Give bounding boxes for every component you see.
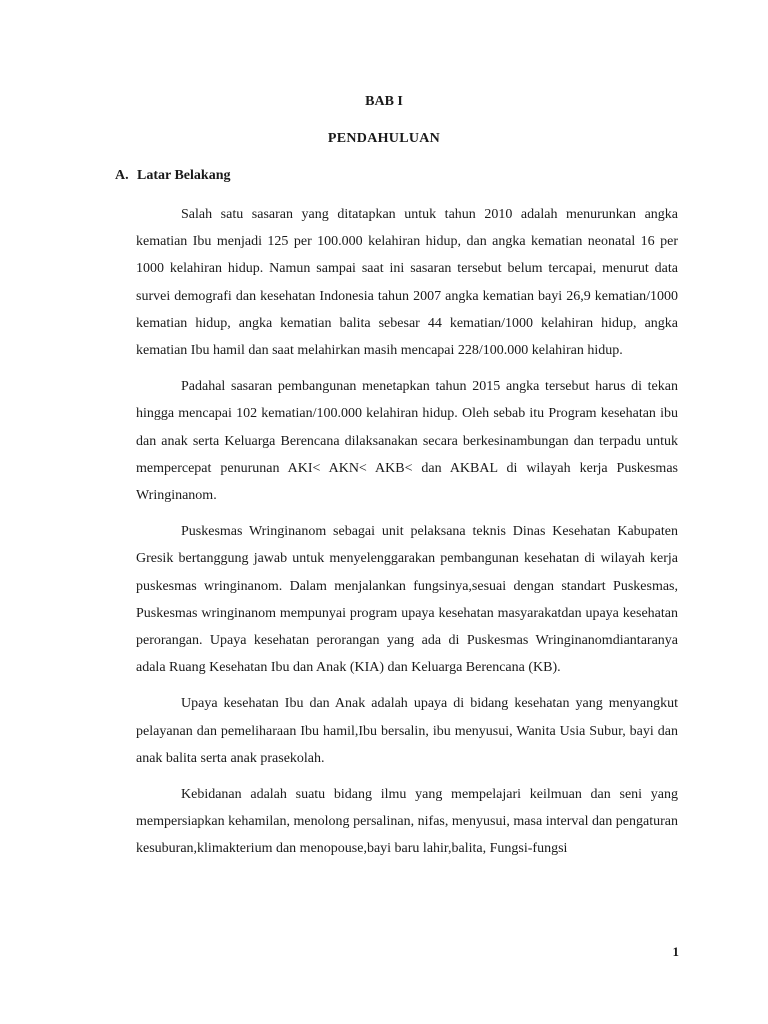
chapter-title: PENDAHULUAN: [327, 131, 441, 146]
chapter-number: BAB I: [365, 94, 403, 109]
section-heading: [115, 168, 230, 184]
page-number: 1: [672, 944, 679, 959]
paragraph: Padahal sasaran pembangunan menetapkan tahun 2015 angka tersebut harus di tekan hingga mencapai 102 kematian/100.000 kelahiran hidup. Oleh sebab itu Program kesehatan ibu dan anak serta Keluarga Berencana dilaksanakan secara berkesinambungan dan terpadu untuk mempercepat penurunan AKI< AKN< AKB< dan AKBAL di wilayah kerja Puskesmas Wringinanom.: [136, 379, 678, 504]
section-letter: A.: [115, 168, 129, 183]
paragraph: Kebidanan adalah suatu bidang ilmu yang mempelajari keilmuan dan seni yang mempersiapkan kehamilan, menolong persalinan, nifas, menyusui, masa interval dan pengaturan kesuburan,klimakterium dan menopouse,bayi baru lahir,balita, Fungsi-fungsi: [136, 787, 678, 857]
section-title: Latar Belakang: [137, 168, 231, 183]
paragraph: Upaya kesehatan Ibu dan Anak adalah upaya di bidang kesehatan yang menyangkut pelayanan dan pemeliharaan Ibu hamil,Ibu bersalin, ibu menyusui, Wanita Usia Subur, bayi dan anak balita serta anak prasekolah.: [136, 696, 678, 766]
paragraph: Puskesmas Wringinanom sebagai unit pelaksana teknis Dinas Kesehatan Kabupaten Gresik bertanggung jawab untuk menyelenggarakan pembangunan kesehatan di wilayah kerja puskesmas wringinanom. Dalam menjalankan fungsinya,sesuai dengan standart Puskesmas, Puskesmas wringinanom mempunyai program upaya kesehatan masyarakatdan upaya kesehatan perorangan. Upaya kesehatan perorangan yang ada di Puskesmas Wringinanomdiantaranya adala Ruang Kesehatan Ibu dan Anak (KIA) dan Keluarga Berencana (KB).: [136, 524, 678, 676]
paragraph: Salah satu sasaran yang ditatapkan untuk tahun 2010 adalah menurunkan angka kematian Ibu menjadi 125 per 100.000 kelahiran hidup, dan angka kematian neonatal 16 per 1000 kelahiran hidup. Namun sampai saat ini sasaran tersebut belum tercapai, menurut data survei demografi dan kesehatan Indonesia tahun 2007 angka kematian bayi 26,9 kematian/1000 kematian hidup, angka kematian balita sebesar 44 kematian/1000 kelahiran hidup, angka kematian Ibu hamil dan saat melahirkan masih mencapai 228/100.000 kelahiran hidup.: [136, 207, 678, 359]
body-text: [136, 201, 678, 872]
